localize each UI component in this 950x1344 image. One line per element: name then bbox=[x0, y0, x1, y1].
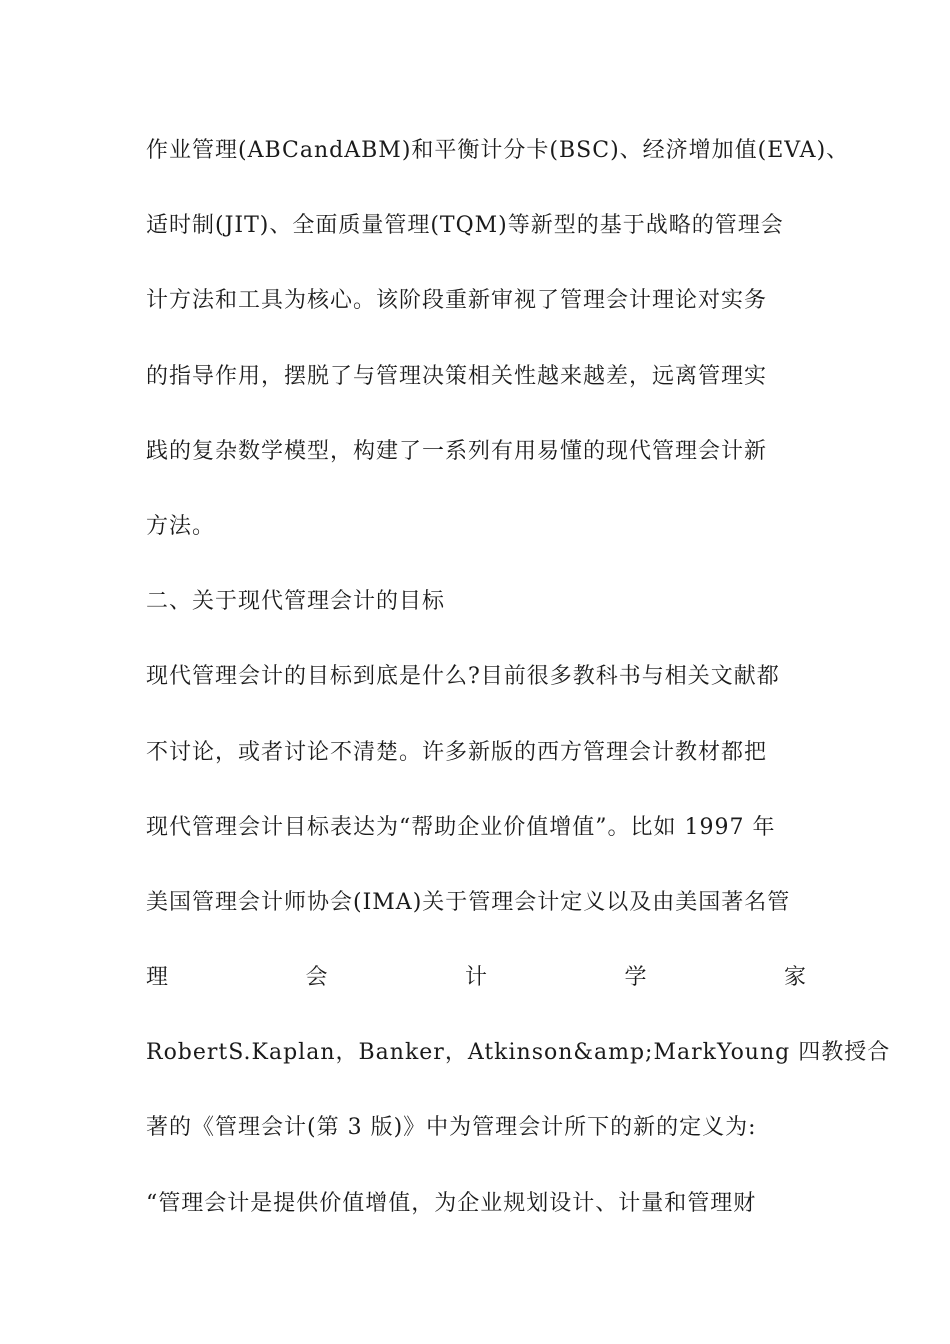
section-heading: 二、关于现代管理会计的目标 bbox=[146, 589, 446, 615]
text-line: 践的复杂数学模型，构建了一系列有用易懂的现代管理会计新 bbox=[146, 438, 768, 464]
text-line: 作业管理(ABCandABM)和平衡计分卡(BSC)、经济增加值(EVA)、 bbox=[146, 138, 850, 163]
text-line: 适时制(JIT)、全面质量管理(TQM)等新型的基于战略的管理会 bbox=[146, 213, 784, 239]
text-line: 方法。 bbox=[146, 513, 216, 539]
spread-char: 理 bbox=[146, 965, 169, 991]
spread-char: 家 bbox=[783, 965, 806, 991]
text-line: 的指导作用，摆脱了与管理决策相关性越来越差，远离管理实 bbox=[146, 363, 768, 389]
spread-char: 会 bbox=[305, 965, 328, 991]
text-line: 美国管理会计师协会(IMA)关于管理会计定义以及由美国著名管 bbox=[146, 889, 791, 915]
text-line: “管理会计是提供价值增值，为企业规划设计、计量和管理财 bbox=[146, 1190, 757, 1216]
spread-char: 学 bbox=[624, 965, 647, 991]
text-line: RobertS.Kaplan，Banker，Atkinson&amp;MarkYoung 四教授合 bbox=[146, 1040, 891, 1066]
spread-char: 计 bbox=[464, 965, 487, 991]
text-line: 现代管理会计目标表达为“帮助企业价值增值”。比如 1997 年 bbox=[146, 814, 776, 840]
text-line: 著的《管理会计(第 3 版)》中为管理会计所下的新的定义为: bbox=[146, 1115, 757, 1141]
text-line: 现代管理会计的目标到底是什么?目前很多教科书与相关文献都 bbox=[146, 664, 780, 690]
text-line: 不讨论，或者讨论不清楚。许多新版的西方管理会计教材都把 bbox=[146, 739, 768, 765]
body-text bbox=[146, 127, 891, 1255]
spread-text-line bbox=[146, 954, 806, 1029]
text-line: 计方法和工具为核心。该阶段重新审视了管理会计理论对实务 bbox=[146, 288, 768, 314]
